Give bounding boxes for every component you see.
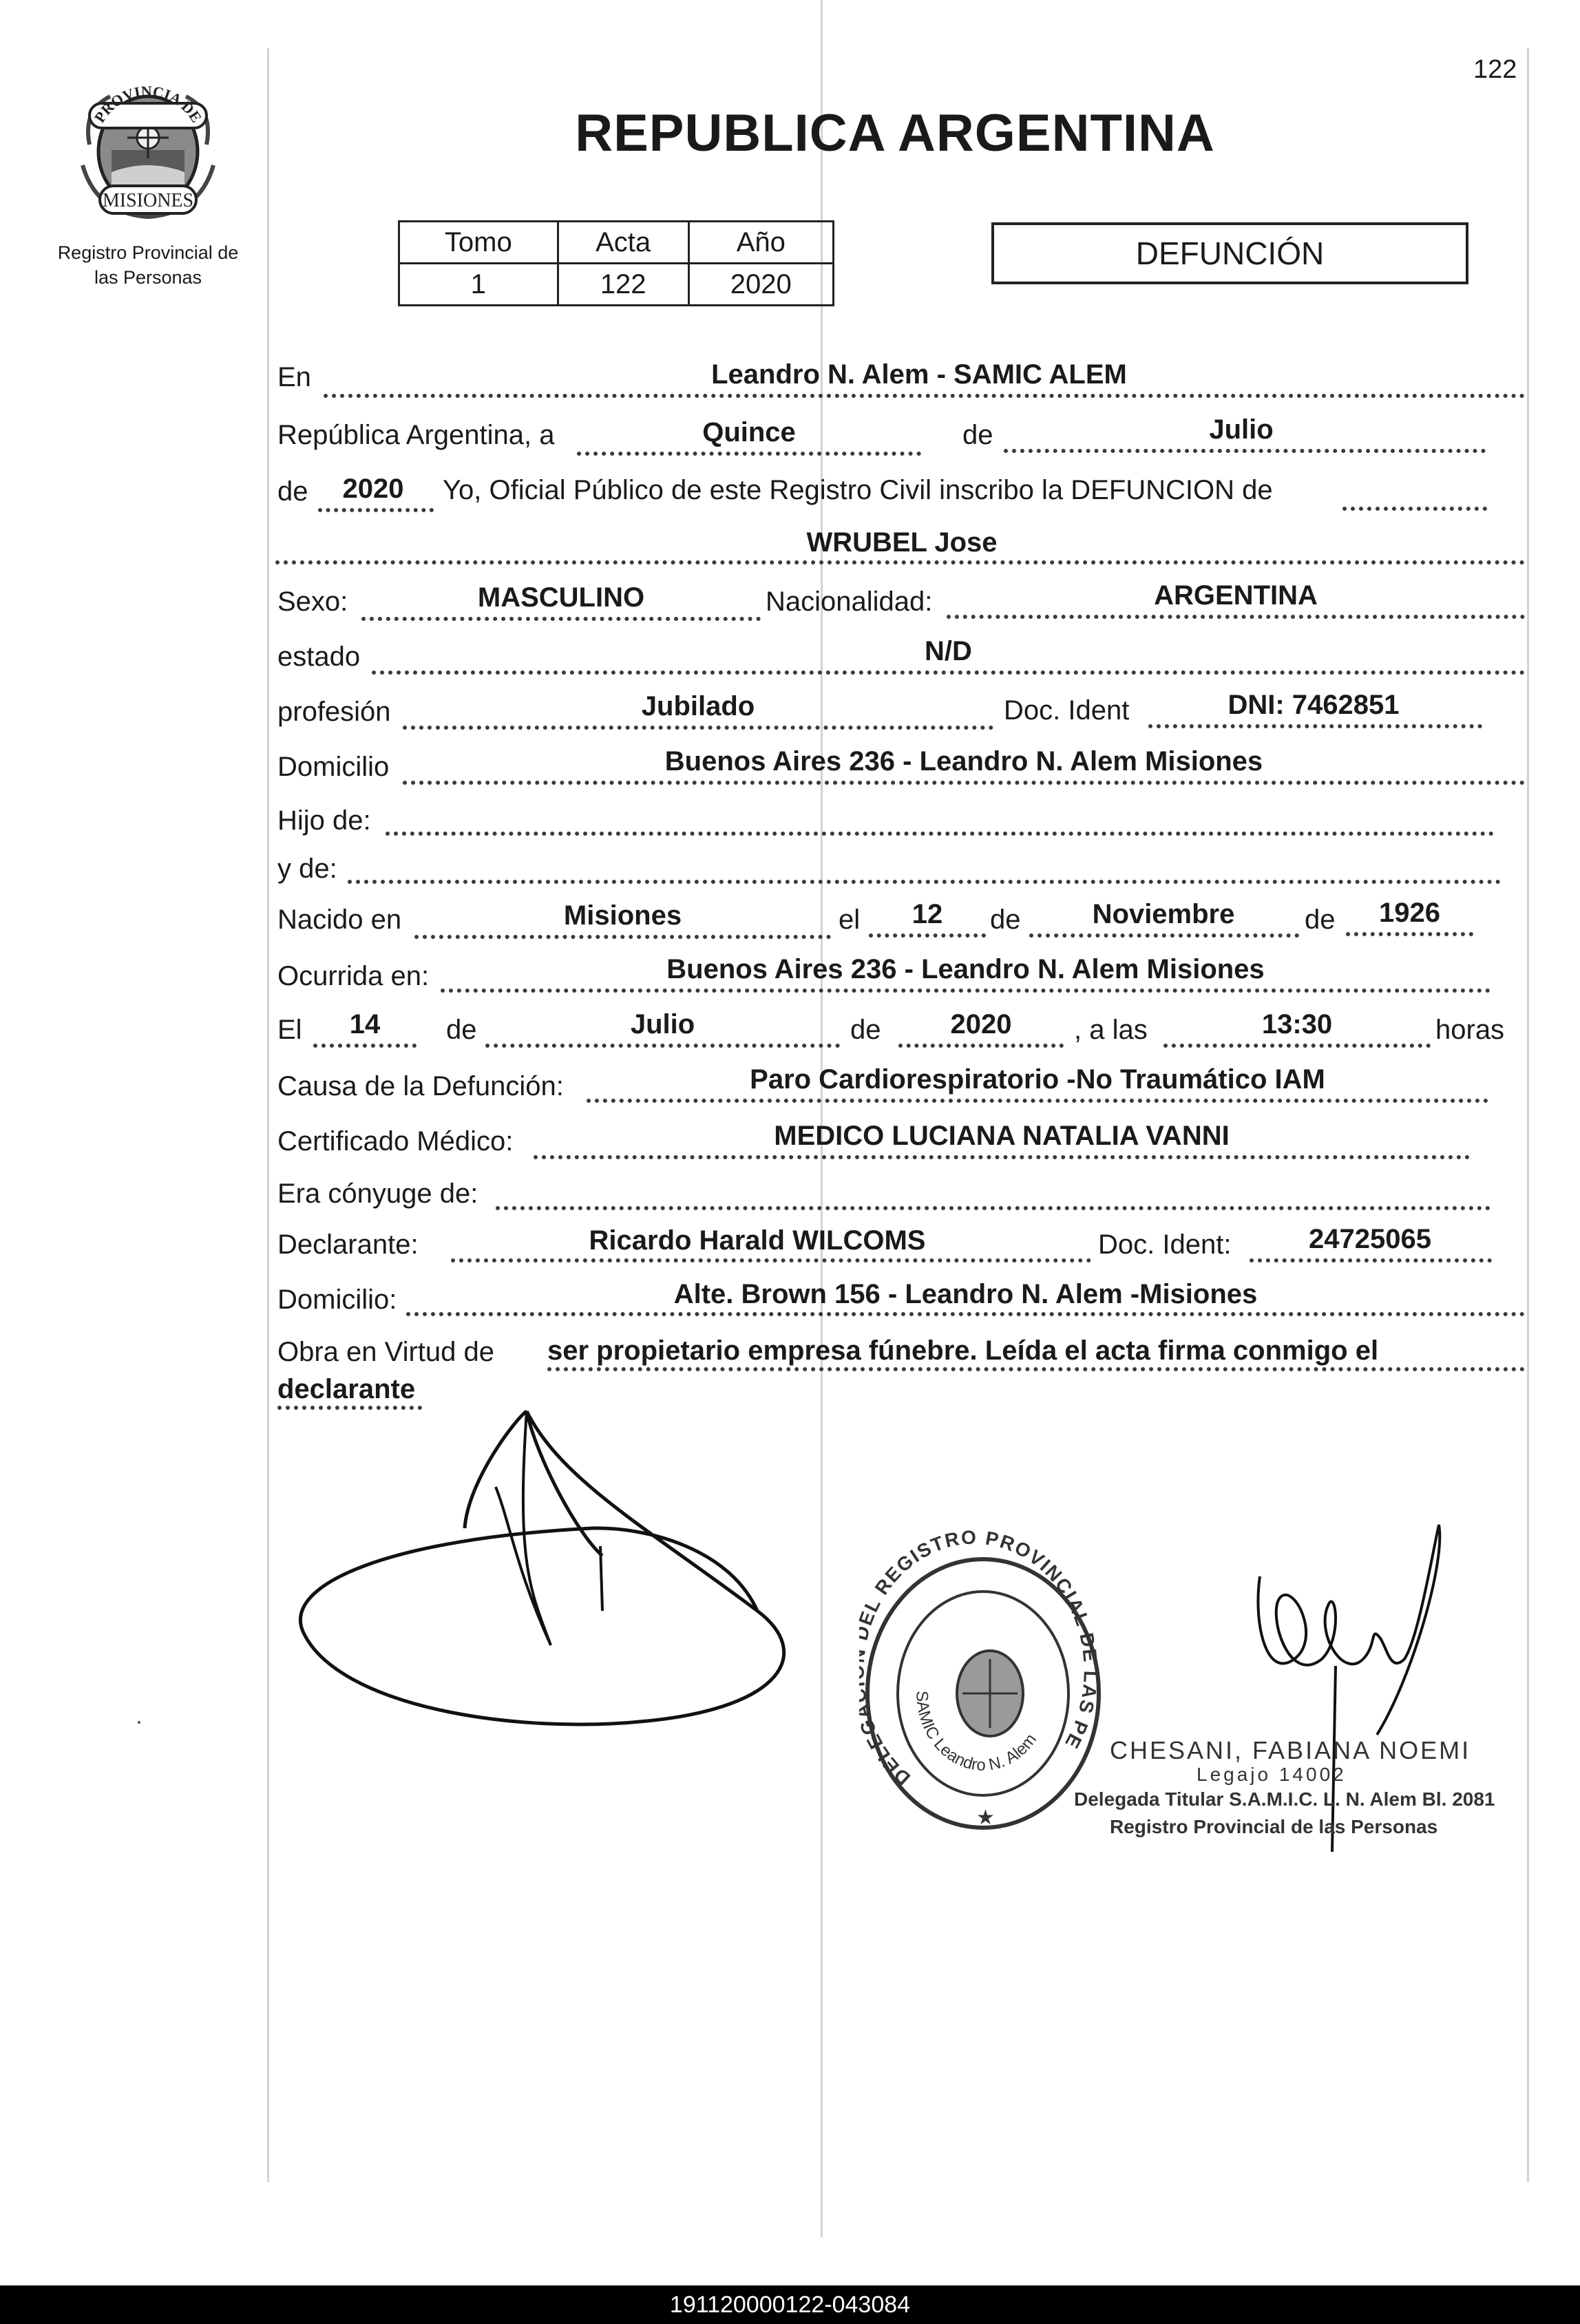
svg-text:SAMIC Leandro N. Alem: SAMIC Leandro N. Alem bbox=[912, 1690, 1041, 1775]
record-table-value-row bbox=[399, 264, 834, 306]
label-de: de bbox=[446, 1015, 477, 1045]
dotted-line bbox=[403, 726, 993, 730]
dotted-line bbox=[587, 1099, 1488, 1103]
right-margin-line bbox=[1527, 48, 1529, 2182]
official-legajo: Legajo 14002 bbox=[1197, 1764, 1347, 1785]
dotted-line bbox=[869, 933, 986, 938]
acta-value: 122 bbox=[558, 264, 688, 306]
svg-text:MISIONES: MISIONES bbox=[102, 190, 194, 211]
center-fold-line bbox=[821, 0, 823, 2237]
dotted-line bbox=[577, 452, 921, 456]
dotted-line bbox=[441, 989, 1491, 993]
day-value: Quince bbox=[702, 417, 796, 447]
label-profesion: profesión bbox=[277, 697, 391, 727]
label-doc-ident: Doc. Ident: bbox=[1098, 1229, 1232, 1260]
death-time-value: 13:30 bbox=[1261, 1009, 1333, 1039]
svg-text:DELEGACION DEL REGISTRO PROVIN: DELE L REGISTRO PROVINCIAL DE LAS PE bbox=[860, 1526, 1102, 1790]
label-declarante: Declarante: bbox=[277, 1229, 419, 1260]
label-estado: estado bbox=[277, 642, 361, 672]
label-a-las: , a las bbox=[1074, 1015, 1148, 1045]
label-de: de bbox=[962, 420, 993, 450]
declarant-address-value: Alte. Brown 156 - Leandro N. Alem -Misiones bbox=[673, 1279, 1258, 1309]
tomo-value: 1 bbox=[399, 264, 558, 306]
record-table-header: Año bbox=[688, 222, 833, 264]
label-de: de bbox=[1305, 905, 1336, 935]
label-inscription: Yo, Oficial Público de este Registro Civil inscribo la DEFUNCION de bbox=[443, 475, 1273, 505]
sex-value: MASCULINO bbox=[477, 582, 645, 613]
label-el: el bbox=[839, 905, 861, 935]
label-causa: Causa de la Defunción: bbox=[277, 1071, 564, 1101]
dotted-line bbox=[406, 1312, 1525, 1316]
record-table-header-row bbox=[399, 222, 834, 264]
registry-name-line1: Registro Provincial de bbox=[57, 242, 239, 263]
registry-stamp-icon bbox=[859, 1521, 1107, 1866]
birth-day-value: 12 bbox=[912, 899, 943, 929]
dotted-line bbox=[1163, 1044, 1431, 1048]
dotted-line bbox=[1004, 449, 1486, 453]
declarant-name-value: Ricardo Harald WILCOMS bbox=[589, 1225, 926, 1256]
death-year-value: 2020 bbox=[950, 1009, 1012, 1039]
dotted-line bbox=[1342, 507, 1487, 511]
record-table-header: Acta bbox=[558, 222, 688, 264]
dotted-line bbox=[947, 615, 1525, 619]
dotted-line bbox=[547, 1367, 1525, 1371]
label-doc-ident: Doc. Ident bbox=[1004, 695, 1130, 726]
profession-value: Jubilado bbox=[641, 691, 755, 721]
label-ocurrida-en: Ocurrida en: bbox=[277, 961, 430, 991]
record-type-box bbox=[991, 222, 1468, 284]
label-sexo: Sexo: bbox=[277, 587, 348, 617]
label-domicilio: Domicilio: bbox=[277, 1285, 397, 1315]
death-month-value: Julio bbox=[630, 1009, 695, 1039]
dotted-line bbox=[1250, 1258, 1492, 1263]
dotted-line bbox=[496, 1206, 1491, 1210]
dotted-line bbox=[318, 508, 434, 512]
document-value: DNI: 7462851 bbox=[1228, 690, 1400, 720]
dotted-line bbox=[534, 1155, 1470, 1159]
label-nacionalidad: Nacionalidad: bbox=[766, 587, 933, 617]
label-horas: horas bbox=[1435, 1015, 1505, 1045]
dotted-line bbox=[1346, 932, 1473, 936]
deceased-name: WRUBEL Jose bbox=[806, 527, 998, 558]
death-place-value: Buenos Aires 236 - Leandro N. Alem Misiones bbox=[666, 954, 1265, 984]
label-el: El bbox=[277, 1015, 302, 1045]
dotted-line bbox=[1148, 724, 1482, 728]
dotted-line bbox=[361, 617, 761, 621]
label-nacido-en: Nacido en bbox=[277, 905, 402, 935]
dotted-line bbox=[451, 1258, 1091, 1263]
dotted-line bbox=[1029, 933, 1299, 938]
record-number-table bbox=[398, 220, 834, 306]
medical-certificate-value: MEDICO LUCIANA NATALIA VANNI bbox=[774, 1121, 1230, 1151]
registry-name-line2: las Personas bbox=[94, 267, 202, 288]
official-registry: Registro Provincial de las Personas bbox=[1110, 1816, 1438, 1837]
cause-of-death-value: Paro Cardiorespiratorio -No Traumático IAM bbox=[750, 1064, 1325, 1095]
svg-text:★: ★ bbox=[976, 1806, 995, 1830]
dotted-line bbox=[386, 832, 1494, 836]
address-value: Buenos Aires 236 - Leandro N. Alem Misiones bbox=[664, 746, 1263, 777]
label-y-de: y de: bbox=[277, 854, 337, 884]
province-logo bbox=[69, 69, 227, 227]
left-margin-line bbox=[267, 48, 269, 2182]
dotted-line bbox=[403, 781, 1525, 785]
dotted-line bbox=[898, 1044, 1064, 1048]
label-de: de bbox=[277, 476, 308, 507]
footer-bar bbox=[0, 2285, 1580, 2324]
official-stamp bbox=[859, 1521, 1107, 1866]
birthplace-value: Misiones bbox=[563, 900, 682, 931]
barcode-text: 191120000122-043084 bbox=[669, 2291, 911, 2318]
birth-month-value: Noviembre bbox=[1092, 899, 1235, 929]
dotted-line bbox=[324, 394, 1525, 398]
label-obra: Obra en Virtud de bbox=[277, 1337, 495, 1367]
dotted-line bbox=[348, 880, 1501, 884]
record-table-header: Tomo bbox=[399, 222, 558, 264]
reason-value-continued: declarante bbox=[277, 1374, 416, 1404]
death-day-value: 14 bbox=[349, 1009, 381, 1039]
label-certificado: Certificado Médico: bbox=[277, 1126, 514, 1156]
official-name: CHESANI, FABIANA NOEMI bbox=[1110, 1736, 1471, 1764]
dotted-line bbox=[313, 1044, 417, 1048]
record-type-label: DEFUNCIÓN bbox=[1135, 235, 1325, 271]
official-signature bbox=[1239, 1521, 1466, 1866]
birth-year-value: 1926 bbox=[1379, 898, 1440, 928]
label-republica: República Argentina, a bbox=[277, 420, 555, 450]
label-de: de bbox=[850, 1015, 881, 1045]
label-en: En bbox=[277, 362, 311, 392]
place-value: Leandro N. Alem - SAMIC ALEM bbox=[711, 359, 1127, 390]
label-domicilio: Domicilio bbox=[277, 752, 390, 782]
declarant-signature bbox=[289, 1384, 826, 1742]
label-de: de bbox=[990, 905, 1021, 935]
svg-text:PROVINCIA DE: PROVINCIA DE bbox=[90, 82, 206, 126]
dotted-line bbox=[275, 560, 1525, 564]
dotted-line bbox=[485, 1044, 840, 1048]
label-hijo-de: Hijo de: bbox=[277, 805, 371, 836]
marital-status-value: N/D bbox=[925, 636, 972, 666]
dotted-line bbox=[372, 670, 1525, 675]
month-value: Julio bbox=[1209, 414, 1274, 445]
nationality-value: ARGENTINA bbox=[1154, 580, 1318, 611]
year-value: 2020 bbox=[342, 474, 404, 504]
page-number: 122 bbox=[1473, 55, 1517, 84]
label-conyuge: Era cónyuge de: bbox=[277, 1179, 478, 1209]
stray-mark bbox=[138, 1721, 140, 1724]
dotted-line bbox=[414, 935, 831, 939]
reason-value: ser propietario empresa fúnebre. Leída el acta firma conmigo el bbox=[547, 1335, 1379, 1366]
official-title: Delegada Titular S.A.M.I.C. L. N. Alem Bl. 2081 bbox=[1074, 1788, 1495, 1810]
page-title: REPUBLICA ARGENTINA bbox=[575, 104, 1215, 162]
anio-value: 2020 bbox=[688, 264, 833, 306]
province-seal-icon bbox=[69, 69, 227, 227]
declarant-document-value: 24725065 bbox=[1309, 1224, 1431, 1254]
